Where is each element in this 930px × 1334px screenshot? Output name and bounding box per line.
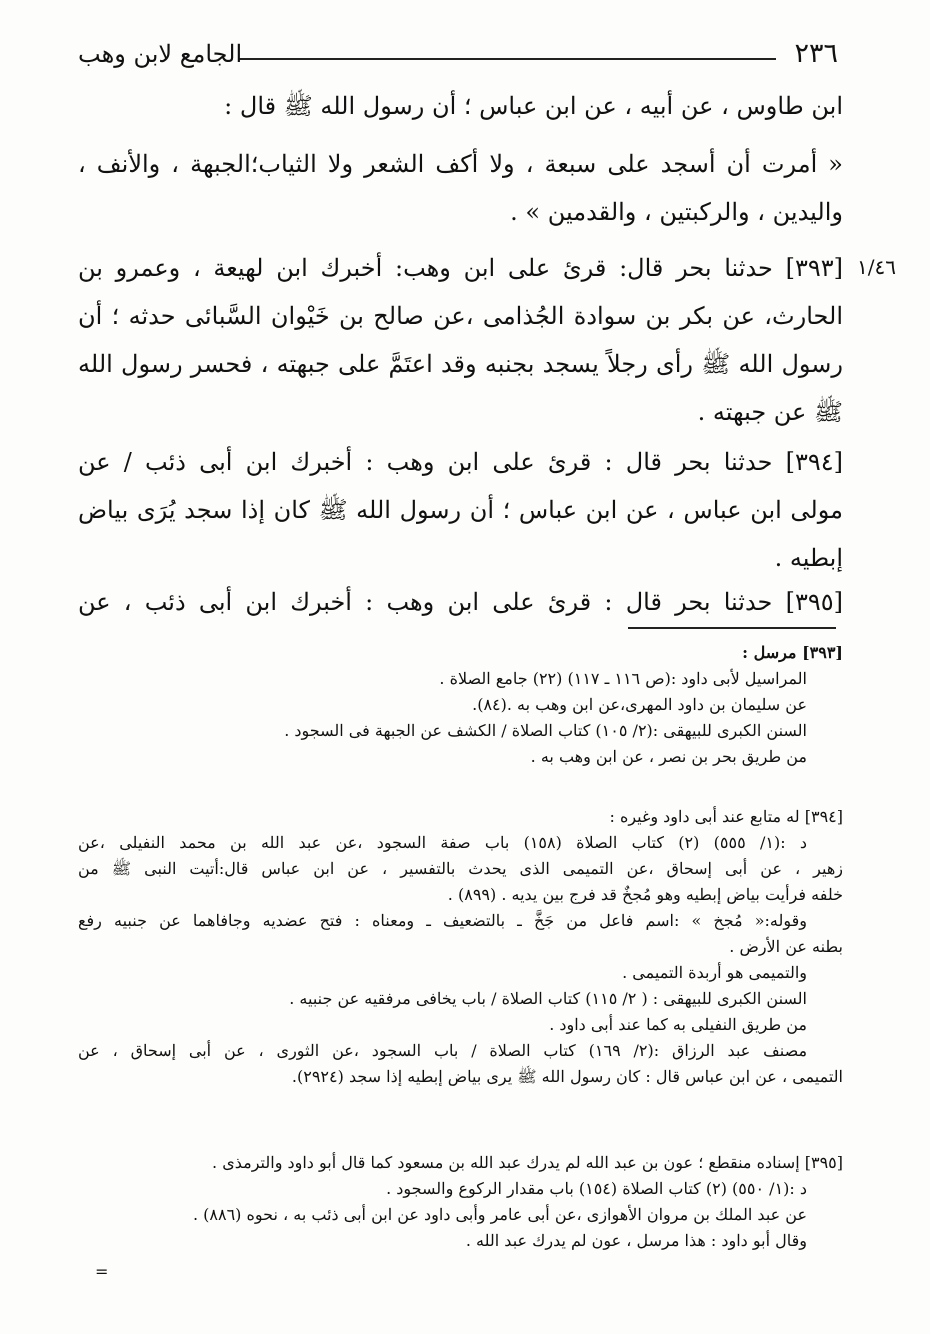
body-line: إبطيه . [774,544,843,572]
footnote-line: من طريق بحر بن نصر ، عن ابن وهب به . [530,747,807,766]
book-title: الجامع لابن وهب [78,40,243,68]
header-rule [238,58,776,60]
footnote-line: [٣٩٣] مرسل : [742,643,843,662]
footnote-393 [78,640,843,770]
end-mark: = [95,1262,109,1281]
margin-folio-note: ١/٤٦ [857,255,896,279]
footnote-394 [78,804,843,1090]
footnote-line: [٣٩٤] له متابع عند أبى داود وغيره : [609,807,843,826]
footnote-line: بطنه عن الأرض . [729,937,843,956]
footnote-line: وقال أبو داود : هذا مرسل ، عون لم يدرك عبد الله . [465,1231,807,1250]
footnote-separator [628,627,836,629]
hadith-394 [78,438,843,582]
footnote-line: والتميمى هو أربدة التميمى . [622,963,807,982]
footnote-line: مصنف عبد الرزاق :(٢/ ١٦٩) كتاب الصلاة / باب السجود ،عن الثورى ، عن أبى إسحاق ، عن [78,1041,808,1060]
footnote-line: زهير ، عن أبى إسحاق ،عن التميمى الذى يحدث بالتفسير ، عن ابن عباس قال:أتيت النبى ﷺ من [78,859,843,878]
footnote-line: [٣٩٥] إسناده منقطع ؛ عون بن عبد الله لم يدرك عبد الله بن مسعود كما قال أبو داود والترمذى . [212,1153,843,1172]
body-line: الحارث، عن بكر بن سوادة الجُذامى ،عن صالح بن خَيْوان السَّبائى حدثه ؛ أن [78,302,843,330]
body-line: رسول الله ﷺ رأى رجلاً يسجد بجنبه وقد اعتَمَّ على جبهته ، فحسر رسول الله [78,350,843,378]
body-line: [٣٩٥] حدثنا بحر قال : قرئ على ابن وهب : أخبرك ابن أبى ذئب ، عن [78,588,843,616]
footnote-395 [78,1150,843,1254]
footnote-line: د :(١/ ٥٥٠) (٢) كتاب الصلاة (١٥٤) باب مقدار الركوع والسجود . [386,1179,807,1198]
footnote-line: التميمى ، عن ابن عباس قال : كان رسول الله ﷺ يرى بياض إبطيه إذا سجد (٢٩٢٤). [291,1067,843,1086]
body-line: [٣٩٣] حدثنا بحر قال: قرئ على ابن وهب: أخبرك ابن لهيعة ، وعمرو بن [78,254,843,282]
hadith-395 [78,578,843,626]
footnote-line: خلفه فرأيت بياض إبطيه وهو مُجخٌ قد فرج بين يديه . (٨٩٩) . [447,885,843,904]
body-line: [٣٩٤] حدثنا بحر قال : قرئ على ابن وهب : أخبرك ابن أبى ذئب / عن [78,448,843,476]
hadith-393 [78,244,843,436]
body-line: واليدين ، والركبتين ، والقدمين » . [510,198,843,226]
body-line: مولى ابن عباس ، عن ابن عباس ؛ أن رسول الله ﷺ كان إذا سجد يُرَى بياض [78,496,843,524]
footnote-line: السنن الكبرى للبيهقى : ( ٢/ ١١٥) كتاب الصلاة / باب يخافى مرفقيه عن جنبيه . [289,989,807,1008]
footnote-line: وقوله:« مُجخ » :اسم فاعل من جَخَّ ـ بالتضعيف ـ ومعناه : فتح عضديه وجافاهما عن جنبيه رفع [78,911,808,930]
footnote-line: من طريق النفيلى به كما عند أبى داود . [549,1015,807,1034]
paragraph-2 [78,140,843,236]
body-line: ابن طاوس ، عن أبيه ، عن ابن عباس ؛ أن رسول الله ﷺ قال : [224,92,843,120]
footnote-line: عن عبد الملك بن مروان الأهوازى ،عن أبى عامر وأبى داود عن ابن أبى ذئب به ، نحوه (٨٨٦) . [192,1205,807,1224]
running-header [78,38,838,78]
footnote-line: السنن الكبرى للبيهقى :(٢/ ١٠٥) كتاب الصلاة / الكشف عن الجبهة فى السجود . [284,721,807,740]
footnote-line: عن سليمان بن داود المهرى،عن ابن وهب به .(٨٤). [472,695,807,714]
paragraph-1 [78,82,843,130]
footnote-line: د :(١/ ٥٥٥) (٢) كتاب الصلاة (١٥٨) باب صفة السجود ،عن عبد الله بن محمد النفيلى ،عن [78,833,808,852]
body-line: ﷺ عن جبهته . [697,398,843,426]
body-line: « أمرت أن أسجد على سبعة ، ولا أكف الشعر ولا الثياب؛الجبهة ، والأنف ، [78,150,843,178]
footnote-line: المراسيل لأبى داود :(ص ١١٦ ـ ١١٧) (٢٢) جامع الصلاة . [439,669,807,688]
page-number: ٢٣٦ [794,38,838,69]
